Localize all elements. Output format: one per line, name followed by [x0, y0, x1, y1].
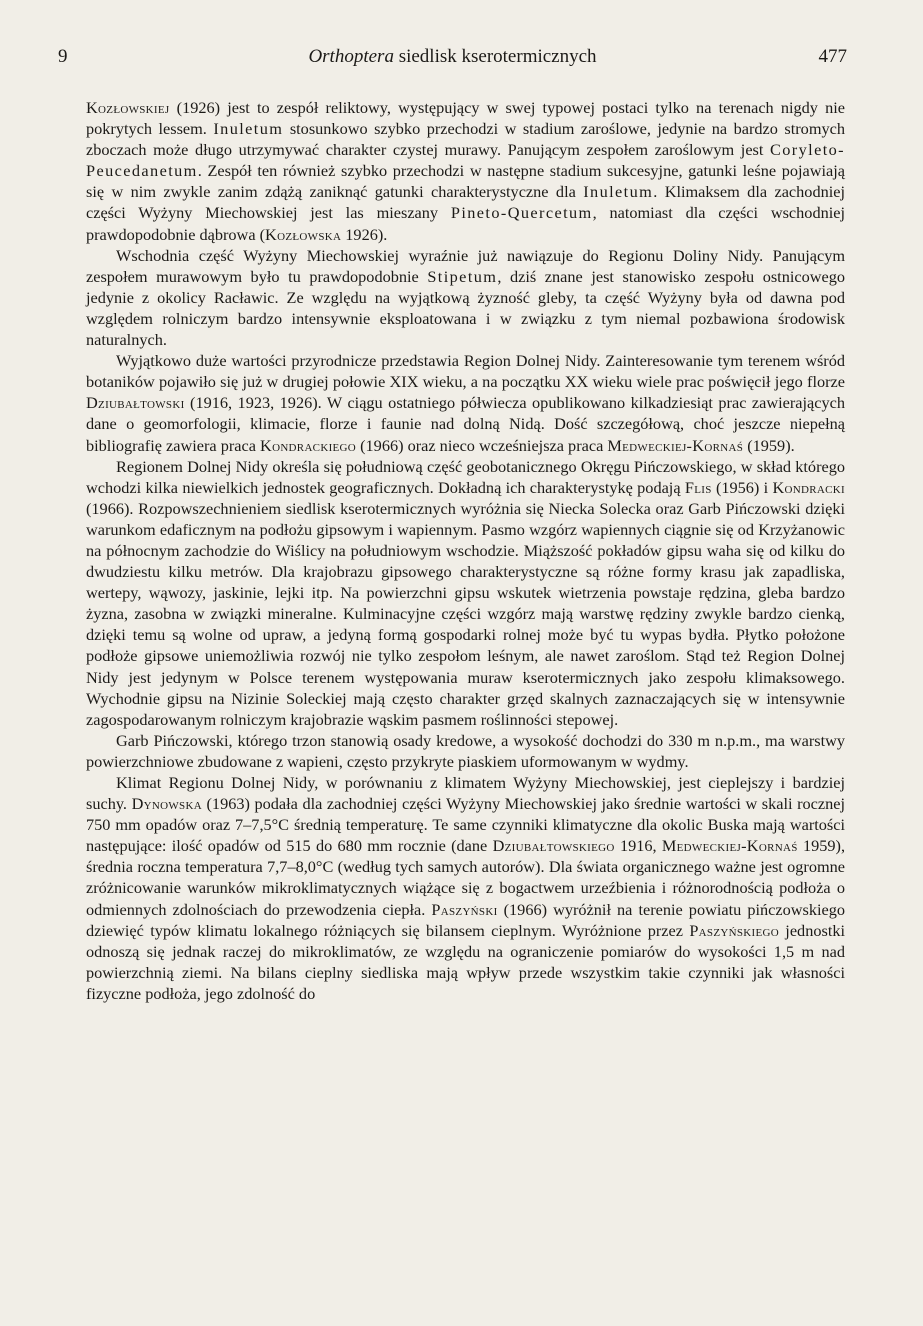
author-name: Kondracki [772, 477, 845, 497]
text-run: (1966). Rozpowszechnieniem siedlisk kserotermicznych wyróżnia się Niecka Solecka oraz Garb Pińczowski dzięki warunkom edaficznym na podłożu gipsowym i wapiennym. Pasmo wzgórz wapiennych ciągnie się od Krzyżanowic na północnym zachodzie do Wiślicy na południowym wschodzie. Miąższość pokładów gipsu waha się od kilku do dwudziestu kilku metrów. Dla krajobrazu gipsowego charakterystyczne są różne formy krasu jak zapadliska, wertepy, wąwozy, jaskinie, lejki itp. Na powierzchni gipsu wskutek wietrzenia powstaje rędzina, gleba bardzo żyzna, zasobna w związki mineralne. Kulminacyjne części wzgórz mają warstwę rędziny zwykle bardzo cienką, dzięki temu są wolne od upraw, a jedyną formą gospodarki rolnej może być tu wypas bydła. Płytko położone podłoże gipsowe uniemożliwia rozwój nie tylko zespołom leśnym, ale nawet zaroślom. Stąd też Region Dolnej Nidy jest jedynym w Polsce terenem występowania muraw kserotermicznych jako zespołu klimaksowego. Wychodnie gipsu na Nizinie Soleckiej mają często charakter grzęd skalnych zaznaczających się w intensywnie zagospodarowanym rolniczym krajobrazie wąskim pasmem roślinności stepowej. [86, 498, 845, 729]
author-name: Medweckiej-Kornaś [661, 836, 798, 856]
text-run: Wschodnia część Wyżyny Miechowskiej wyraźnie już nawiązuje do Regionu Doliny Nidy. Panującym zespołem murawowym było tu prawdopodobnie [86, 245, 845, 286]
author-name: Kozłowska [265, 224, 342, 244]
author-name: Dynowska [131, 794, 202, 814]
text-run: 1926). [341, 224, 388, 244]
author-name: Paszyński [431, 899, 498, 919]
page-number: 477 [818, 46, 847, 67]
author-name: Flis [684, 477, 712, 497]
paragraph [86, 456, 845, 730]
body-text [86, 97, 845, 1004]
text-run: (1966) wyróżnił na terenie powiatu pińczowskiego dziewięć typów klimatu lokalnego różniących się bilansem cieplnym. Wyróżnione przez [86, 899, 845, 940]
author-name: Dziubałtowski [86, 393, 185, 413]
author-name: Dziubałtowskiego [492, 836, 615, 856]
paragraph [86, 350, 845, 455]
syntaxon-name: Pineto-Quercetum [450, 203, 593, 223]
syntaxon-name: Inuletum [583, 182, 654, 202]
text-run: (1966) oraz nieco wcześniejsza praca [356, 435, 608, 455]
text-run: , dziś znane jest stanowisko zespołu ostnicowego jedynie z okolicy Racławic. Ze względu na wyjątkową żyzność gleby, ta część Wyżyny była od dawna pod względem rolniczym bardzo intensywnie eksploatowana i w związku z tym niemal pozbawiona środowisk naturalnych. [86, 266, 845, 350]
author-name: Kozłowskiej [86, 98, 170, 117]
text-run: (1963) podała dla zachodniej części Wyżyny Miechowskiej jako średnie wartości w skali rocznej 750 mm opadów oraz 7–7,5°C średnią temperaturę. Te same czynniki klimatyczne dla okolic Buska mają wartości następujące: ilość opadów od 515 do 680 mm rocznie (dane [86, 794, 845, 856]
text-run: (1926) jest to zespół reliktowy, występujący w swej typowej postaci tylko na terenach nigdy nie pokrytych lessem. [86, 98, 845, 139]
running-header [58, 46, 847, 68]
text-run: jednostki odnoszą się jednak raczej do mikroklimatów, ze względu na ograniczenie pomiarów do wysokości 1,5 m nad powierzchnią ziemi. Na bilans cieplny siedliska mają wpływ przede wszystkim takie czynniki jak własności fizyczne podłoża, jego zdolność do [86, 920, 846, 1003]
text-run: Garb Pińczowski, którego trzon stanowią osady kredowe, a wysokość dochodzi do 330 m n.p.m., ma warstwy powierzchniowe zbudowane z wapieni, często przykryte piaskiem uformowanym w wydmy. [86, 730, 845, 771]
paragraph [86, 97, 845, 245]
text-run: stosunkowo szybko przechodzi w stadium zaroślowe, jedynie na bardzo stromych zboczach może długo utrzymywać charakter czystej murawy. Panującym zespołem zaroślowym jest [86, 119, 845, 160]
text-run: 1959), średnia roczna temperatura 7,7–8,0°C (według tych samych autorów). Dla świata organicznego ważne jest ogromne zróżnicowanie warunków mikroklimatycznych wiążące się z bogactwem urzeźbienia i różnorodnością podłoża o odmiennych zdolnościach do przewodzenia ciepła. [86, 836, 846, 919]
running-title-rest: siedlisk kserotermicznych [393, 46, 597, 67]
text-run: Klimat Regionu Dolnej Nidy, w porównaniu z klimatem Wyżyny Miechowskiej, jest cieplejszy i bardziej suchy. [86, 773, 845, 814]
text-run: (1956) i [711, 477, 773, 497]
text-run: Wyjątkowo duże wartości przyrodnicze przedstawia Region Dolnej Nidy. Zainteresowanie tym terenem wśród botaników pojawiło się już w drugiej połowie XIX wieku, a na początku XX wieku wiele prac poświęcił jego florze [86, 351, 845, 392]
text-run: . Klimaksem dla zachodniej części Wyżyny Miechowskiej jest las mieszany [86, 182, 845, 223]
author-name: Paszyńskiego [689, 920, 779, 940]
running-title [58, 46, 847, 68]
text-run: . Zespół ten również szybko przechodzi w następne stadium sukcesyjne, gatunki leśne pojawiają się w nim zwykle zanim zdążą zaniknąć gatunki charakterystyczne dla [86, 161, 845, 202]
text-run: Regionem Dolnej Nidy określa się południową część geobotanicznego Okręgu Pińczowskiego, w skład którego wchodzi kilka niewielkich jednostek geograficznych. Dokładną ich charakterystykę podają [86, 456, 845, 497]
syntaxon-name: Stipetum [427, 266, 498, 286]
text-run: , natomiast dla części wschodniej prawdopodobnie dąbrowa ( [86, 203, 845, 244]
paragraph [86, 772, 845, 1004]
author-name: Medweckiej-Kornaś [607, 435, 744, 455]
syntaxon-name: Inuletum [213, 119, 284, 139]
text-run: (1959). [743, 435, 795, 455]
syntaxon-name: Coryleto-Peucedanetum [86, 140, 845, 181]
paragraph [86, 245, 845, 350]
running-title-italic: Orthoptera [308, 46, 394, 67]
author-name: Kondrackiego [260, 435, 357, 455]
text-run: 1916, [614, 836, 662, 856]
section-number: 9 [58, 46, 68, 67]
paragraph [86, 730, 845, 772]
text-run: (1916, 1923, 1926). W ciągu ostatniego półwiecza opublikowano kilkadziesiąt prac zawierających dane o geomorfologii, klimacie, florze i faunie nad dolną Nidą. Dość szczegółową, choć jeszcze niepełną bibliografię zawiera praca [86, 393, 845, 455]
